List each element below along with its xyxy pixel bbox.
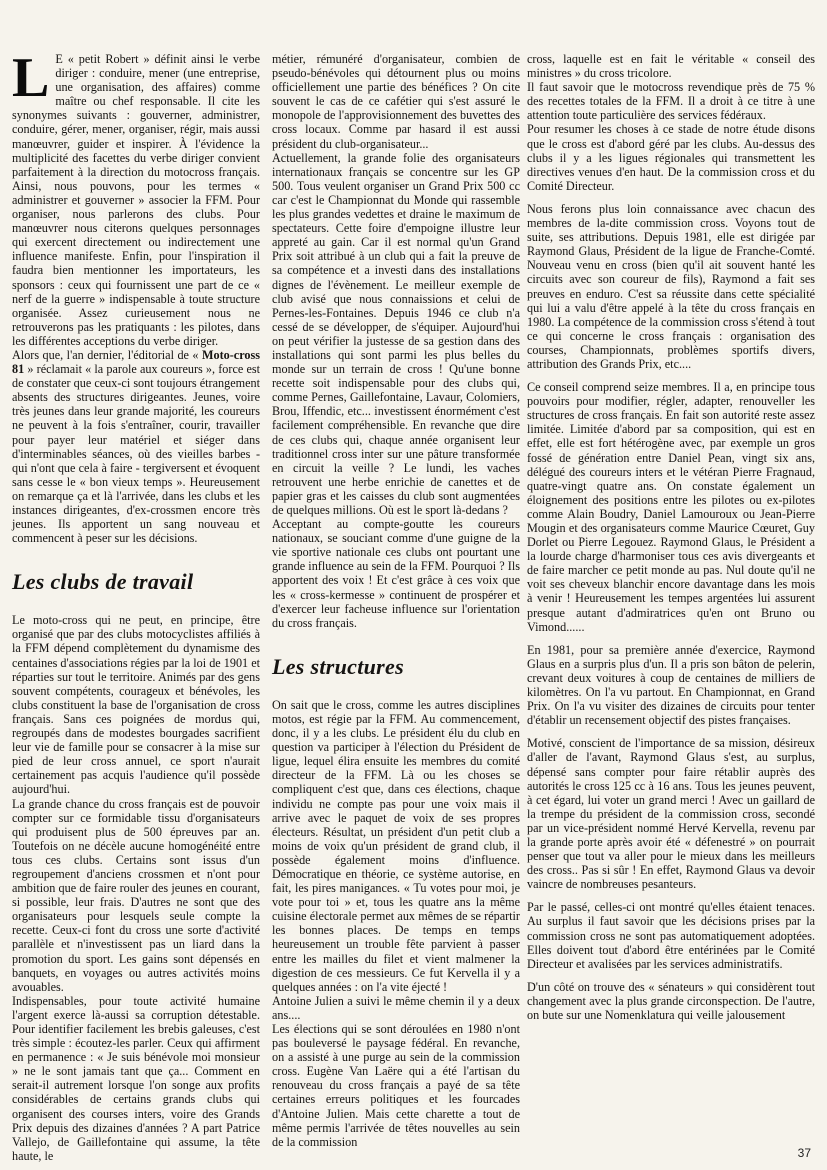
body-paragraph: Il faut savoir que le motocross revendique près de 75 % des recettes totales de la FFM. Il a droit à ce titre à une attention toute particulière des services fédéraux. xyxy=(527,80,815,123)
drop-cap: L xyxy=(12,47,50,109)
column-3 xyxy=(527,52,815,1137)
column-2 xyxy=(272,52,520,1149)
column-1 xyxy=(12,47,260,1163)
body-paragraph: D'un côté on trouve des « sénateurs » qui considèrent tout changement avec la plus grande circonspection. De l'autre, on bute sur une Nomenklatura qui veille jalousement xyxy=(527,979,815,1022)
body-paragraph: Par le passé, celles-ci ont montré qu'elles étaient tenaces. Au surplus il faut savoir que les décisions prises par la commission cross ne sont pas automatiquement adoptées. Elles doivent tout d'abord être entérinées par le Comité Directeur et avalisées par les services administratifs. xyxy=(527,900,815,971)
body-paragraph: La grande chance du cross français est de pouvoir compter sur ce formidable tissu d'organisateurs qui produisent plus de 500 épreuves par an. Toutefois on ne décèle aucune homogénéité entre tous ces clubs. Certains sont issus d'un regroupement d'anciens crossmen et n'ont pour ambition que de faire rouler des jeunes en courant, si possible, leur frais. D'autres ne sont que des organisateurs pour lesquels seule compte la recette. Ceux-ci font du cross une sorte d'activité parallèle et n'investissent pas un liard dans la promotion du sport. Les gains sont dépensés en banquets, en voyages ou autres activités moins avouables. xyxy=(12,796,260,994)
section-heading-structures: Les structures xyxy=(272,653,404,679)
body-paragraph: Actuellement, la grande folie des organisateurs internationaux français se concentre sur les GP 500. Tous veulent organiser un Grand Prix 500 cc car c'est le Championnat du Monde qui rassemble les plus grandes vedettes et draine le maximum de spectateurs. Cette foire d'empoigne illustre leur appreté au gain. Car il est normal qu'un Grand Prix soit attribué à un club qui a fait la preuve de sa compétence et a investi dans des installations dignes de l'évènement. Le meilleur exemple de club avisé que nous connaissions et celui de Pernes-les-Fontaines. Depuis 1946 ce club n'a cessé de se développer, de s'équiper. Aujourd'hui on peut vérifier la justesse de sa gestion dans des installations qui sont parmi les plus belles du monde sur un terrain de cross ! Qu'une bonne recette soit indispensable pour des clubs qui, comme Pernes, Gaillefontaine, Lavaur, Colomiers, Brou, Iffendic, etc... investissent énormément c'est facilement compréhensible. En revanche que dire de ces clubs qui, chaque année organisent leur traditionnel cross inter sur une pâture transformée en circuit la veille ? Le lundi, les vaches retrouvent une herbe enrichie de canettes et de papier gras et les caisses du club sont augmentées de quelques millions. Où est le sport là-dedans ? xyxy=(272,150,520,517)
body-paragraph: Antoine Julien a suivi le même chemin il y a deux ans.... xyxy=(272,993,520,1022)
body-paragraph: Indispensables, pour toute activité humaine l'argent exerce là-aussi sa corruption détestable. Pour identifier facilement les brebis galeuses, c'est très simple : écoutez-les parler. Ceux qui affirment en permanence : « Je suis bénévole moi monsieur » ne le sont jamais tant que ça... Comment en serait-il autrement lorsque l'on songe aux profits considérables de certains grands clubs qui organisent des courses inters, voire des Grands Prix depuis des dizaines d'années ? A part Patrice Vallejo, de Gaillefontaine qui assume, la tête haute, le xyxy=(12,993,260,1163)
body-paragraph: En 1981, pour sa première année d'exercice, Raymond Glaus en a surpris plus d'un. Il a pris son bâton de pelerin, crevant deux voitures à coup de centaines de milliers de kilomètres. On l'a vu partout. En Championnat, en Grand Prix. On l'a vu visiter des dizaines de circuits pour tenter d'établir un recensement objectif des pistes françaises. xyxy=(527,642,815,728)
body-paragraph: Motivé, conscient de l'importance de sa mission, désireux d'aller de l'avant, Raymond Glaus s'est, au surplus, dépensé sans compter pour faire rétablir auprès des autorités le cross 125 cc à 16 ans. Tous les jeunes peuvent, à cet égard, lui voter un grand merci ! Avec un gaillard de la trempe du président de la commission cross, secondé par un vice-président nommé Hervé Kervella, revenu par la grande porte après avoir été « défenestré » on pourrait penser que tout va aller pour le mieux dans les meilleurs des cross.. Pas si sûr ! En effet, Raymond Glaus va devoir vaincre de nombreuses pesanteurs. xyxy=(527,736,815,892)
body-paragraph: Nous ferons plus loin connaissance avec chacun des membres de la-dite commission cross. Voyons tout de suite, ses attributions. Depuis 1981, elle est dirigée par Raymond Glaus, Président de la ligue de Franche-Comté. Nouveau venu en cross (bien qu'il ait souvent hanté les circuits avec son coureur de fils), Raymond a fait ses preuves en enduro. C'est sa réussite dans cette spécialité qui lui a valu d'être appelé à la tête du cross français en 1980. La compétence de la commission cross s'étend à tout ce qui concerne le cross français : organisation des courses, Championnats, problèmes sportifs divers, attribution des Grands Prix, etc.... xyxy=(527,201,815,371)
section-heading-clubs: Les clubs de travail xyxy=(12,569,194,595)
magazine-title: Moto-cross 81 xyxy=(12,347,260,377)
body-paragraph: cross, laquelle est en fait le véritable « conseil des ministres » du cross tricolore. xyxy=(527,52,815,81)
body-paragraph: Pour resumer les choses à ce stade de notre étude disons que le cross est d'abord géré par les clubs. Au-dessus des clubs il y a les ligues régionales qui transmettent les directives venues d'en haut. De la commission cross et du Comité Directeur. xyxy=(527,122,815,193)
intro-text: E « petit Robert » définit ainsi le verbe diriger : conduire, mener (une entreprise, une organisation, des affaires) comme maître ou chef responsable. Il cite les synonymes suivants : gouverner, administrer, conduire, gérer, mener, organiser, régir, mais aussi manœuvrer, guider et inspirer. À l'évidence la multiplicité des facettes du verbe diriger convient parfaitement à la direction du motocross français. Ainsi, nous pouvons, pour les termes « administrer et gouverner » associer la FFM. Pour organiser, nous parlerons des clubs. Pour manœuvrer nous citerons quelques personnages qui exercent directement ou indirectement une influence manifeste. Enfin, pour l'inspiration il faudra bien mentionner les importateurs, les sponsors : ceux qui fournissent une part de ce « nerf de la guerre » indispensable à toute structure organisée. Assez curieusement nous ne retrouverons pas les pratiquants : les pilotes, dans les différentes acceptions du verbe diriger. xyxy=(12,52,260,348)
body-paragraph: On sait que le cross, comme les autres disciplines motos, est régie par la FFM. Au commencement, donc, il y a les clubs. Le président élu du club en question va participer à l'élection du Président de ligue, lequel élira ensuite les membres du comité directeur de la FFM. Là ou les choses se compliquent c'est que, dans ces élections, chaque individu ne compte pas pour une voix mais il arrive avec le paquet de voix de ses propres électeurs. Résultat, un président d'un petit club a moins de voix qu'un président de grand club, il possède également moins d'influence. Démocratique en théorie, ce système autorise, en fait, les pires manigances. « Tu votes pour moi, je vote pour toi » et, tous les quatre ans la même cuisine électorale permet aux mêmes de se répartir les bonnes places. De temps en temps heureusement un trouble fête parvient à passer entre les mailles du filet et vient malmener la digestion de ces messieurs. Ce fut Kervella il y a quelques années : on l'a vite éjecté ! xyxy=(272,697,520,994)
intro-paragraph xyxy=(12,47,260,348)
page-number: 37 xyxy=(797,1146,811,1160)
body-paragraph: Acceptant au compte-goutte les coureurs nationaux, se souciant comme d'une guigne de la vie sportive nationale ces clubs ont pourtant une grande influence au sein de la FFM. Pourquoi ? Ils apportent des voix ! Et c'est grâce à ces voix que les « cross-kermesse » continuent de prospérer et d'exercer leur facheuse influence sur l'orientation du cross français. xyxy=(272,517,520,630)
body-paragraph: métier, rémunéré d'organisateur, combien de pseudo-bénévoles qui détournent plus ou moins officiellement une partie des bénéfices ? On cite souvent le cas de ce cafétier qui s'est assuré le monopole de l'approvisionnement des buvettes des cross locaux. Comme par hasard il est aussi président du club-organisateur... xyxy=(272,52,520,151)
body-paragraph: Ce conseil comprend seize membres. Il a, en principe tous pouvoirs pour modifier, régler, adapter, renouveller les structures de cross français. En fait son autorité reste assez limitée. Limitée d'abord par sa composition, qui est en effet, elle est fort hétérogène avec, par exemple un gros fossé de génération entre Daniel Pean, vingt six ans, délégué des coureurs inters et le vétéran Pierre Fragnaud, quatre-vingt quatre ans. On constate également un éloignement des positions entre les pilotes ou ex-pilotes comme Alain Boudry, Daniel Lamouroux ou Jean-Pierre Mougin et des organisateurs comme Maurice Cœuret, Guy Dorlet ou Pierre Legouez. Raymond Glaus, le Président a la lourde charge d'harmoniser tous ces avis divergeants et de faire marcher ce petit monde au pas. Nul doute qu'il ne voit ses cheveux blanchir encore davantage dans les mois à venir ! Heureusement les tempes argentées lui assurent presque autant d'admiratrices qu'en ont Bruno ou Vimond...... xyxy=(527,380,815,634)
body-paragraph: Le moto-cross qui ne peut, en principe, être organisé que par des clubs motocyclistes affiliés à la FFM dépend complètement du dynamisme des centaines d'associations régies par la loi de 1901 et réparties sur tout le territoire. Animés par des gens souvent compétents, courageux et bénévoles, les clubs constituent la base de l'organisation de cross français. Sans ces poignées de mordus qui, regroupés dans de modestes bourgades sacrifient leur vie de famille pour se consacrer à la mise sur pied de leur cross annuel, ce sport n'aurait certainement pas acquis l'audience qu'il possède aujourd'hui. xyxy=(12,613,260,797)
intro-paragraph-2: Alors que, l'an dernier, l'éditorial de « Moto-cross 81 » réclamait « la parole aux coureurs », force est de constater que ceux-ci sont toujours étrangement absents des structures dirigeantes. Jeunes, voire très jeunes dans leur grande majorité, les coureurs ne peuvent à la fois s'entraîner, courir, travailler pour payer leur matériel et siéger dans d'interminables séances, où des vieilles barbes - qui n'ont que cela à faire - tergiversent et évoquent sans cesse le « bon vieux temps ». Heureusement on remarque ça et là l'arrivée, dans les clubs et les instances dirigeantes, d'ex-crossmen encore très jeunes. Ils apportent un sang nouveau et commencent à peser sur les décisions. xyxy=(12,347,260,546)
body-paragraph: Les élections qui se sont déroulées en 1980 n'ont pas bouleversé le paysage fédéral. En revanche, on a assisté à une purge au sein de la commission cross. Eugène Van Laëre qui a été l'artisan du renouveau du cross français a payé de sa tête certaines erreurs politiques et les fourcades d'Antoine Julien. Mais cette charette a tout de même permis l'arrivée de têtes nouvelles au sein de la commission xyxy=(272,1022,520,1149)
